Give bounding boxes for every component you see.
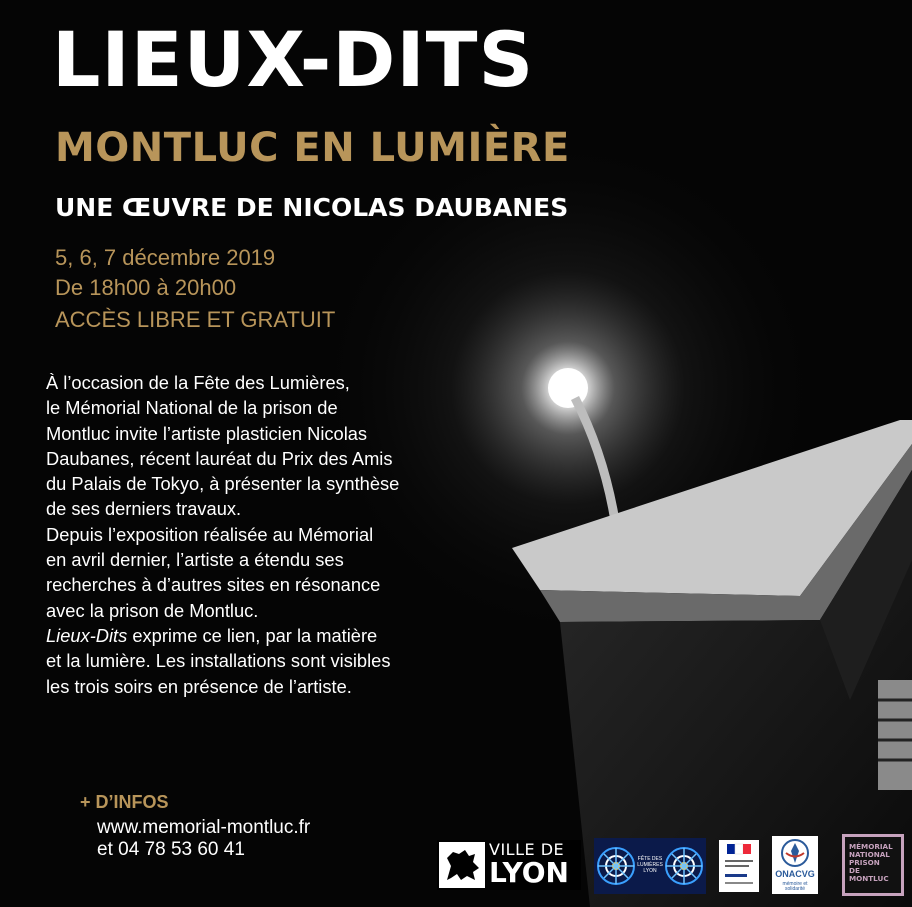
website-link[interactable]: www.memorial-montluc.fr	[97, 817, 311, 838]
lion-icon	[439, 842, 485, 888]
onacvg-logo	[772, 836, 818, 894]
fete-des-lumieres-logo	[594, 838, 706, 894]
description-line: recherches à d’autres sites en résonance	[46, 574, 381, 596]
phone-number: et 04 78 53 60 41	[97, 839, 245, 860]
marianne-icon	[719, 840, 759, 892]
event-dates: 5, 6, 7 décembre 2019	[55, 245, 276, 270]
work-title-italic: Lieux-Dits	[46, 624, 128, 646]
memorial-montluc-logo	[842, 834, 904, 896]
description-line: À l’occasion de la Fête des Lumières,	[46, 372, 350, 393]
more-info-label: + D’INFOS	[80, 792, 169, 812]
description-line: le Mémorial National de la prison de	[46, 397, 338, 419]
onacvg-tagline: mémoire et solidarité	[782, 881, 808, 892]
memorial-logo-text: MÉMORIAL NATIONAL PRISON DE MONTLUC	[849, 842, 893, 883]
description-line: les trois soirs en présence de l’artiste.	[46, 675, 352, 697]
ville-de-lyon-logo	[437, 840, 581, 890]
poster-title: LIEUX-DITS	[52, 15, 535, 104]
description-line: en avril dernier, l’artiste a étendu ses	[46, 549, 344, 571]
event-hours: De 18h00 à 20h00	[55, 275, 237, 300]
description-line: du Palais de Tokyo, à présenter la synthèse	[46, 473, 400, 495]
poster-subtitle: MONTLUC EN LUMIÈRE	[55, 125, 570, 171]
description-line: avec la prison de Montluc.	[46, 599, 259, 621]
poster-author: UNE ŒUVRE DE NICOLAS DAUBANES	[55, 193, 569, 222]
republique-francaise-logo	[719, 840, 759, 892]
lyon-logo-top-text: VILLE DE	[489, 840, 565, 859]
description-line: Daubanes, récent lauréat du Prix des Amis	[46, 447, 393, 469]
description-text	[46, 370, 446, 699]
onacvg-name: ONACVG	[775, 869, 815, 879]
description-line: de ses derniers travaux.	[46, 498, 242, 520]
fete-logo-text: FÊTE DES LUMIÈRES LYON	[637, 856, 663, 874]
description-line: Depuis l’exposition réalisée au Mémorial	[46, 523, 374, 545]
building-window	[878, 680, 912, 790]
lyon-logo-bottom-text: LYON	[489, 856, 569, 889]
description-line-rest: exprime ce lien, par la matière	[127, 624, 378, 646]
onacvg-emblem-icon	[772, 836, 818, 870]
description-line	[46, 623, 446, 648]
description-line: et la lumière. Les installations sont visibles	[46, 650, 391, 672]
event-access: ACCÈS LIBRE ET GRATUIT	[55, 307, 336, 332]
description-line: Montluc invite l’artiste plasticien Nicolas	[46, 422, 368, 444]
